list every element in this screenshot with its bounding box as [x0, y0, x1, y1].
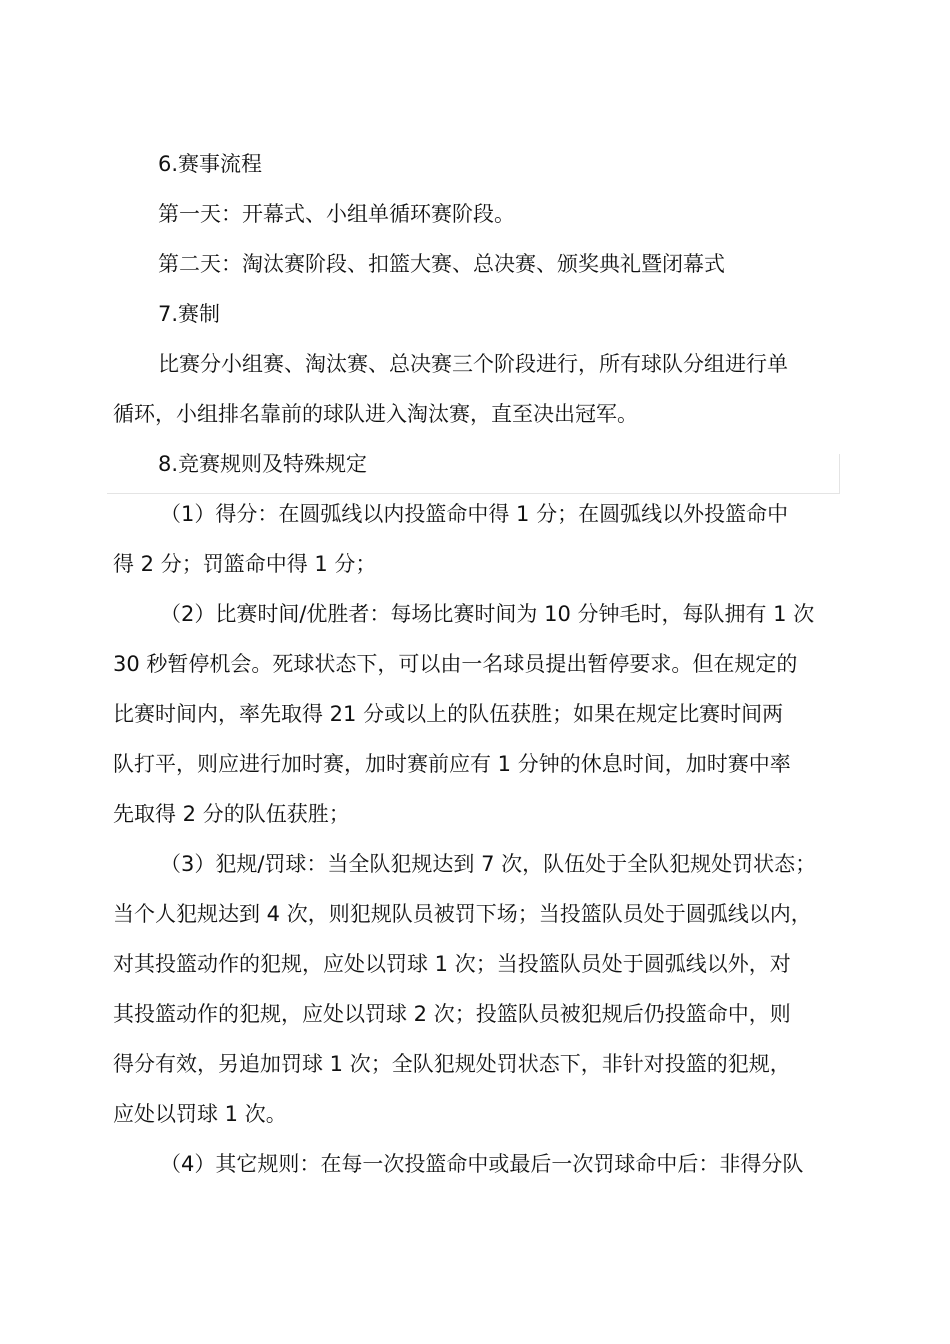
faint-table-border	[839, 454, 840, 494]
section-heading-7: 7.赛制	[158, 302, 221, 326]
schedule-day-2: 第二天：淘汰赛阶段、扣篮大赛、总决赛、颁奖典礼暨闭幕式	[158, 252, 725, 276]
rule-4-line: （4）其它规则：在每一次投篮命中或最后一次罚球命中后：非得分队	[160, 1152, 804, 1176]
section-heading-6: 6.赛事流程	[158, 152, 263, 176]
rule-2-line: 队打平，则应进行加时赛，加时赛前应有 1 分钟的休息时间，加时赛中率	[113, 752, 791, 776]
rule-3-line: 其投篮动作的犯规，应处以罚球 2 次；投篮队员被犯规后仍投篮命中，则	[113, 1002, 791, 1026]
format-paragraph-line: 比赛分小组赛、淘汰赛、总决赛三个阶段进行，所有球队分组进行单	[158, 352, 788, 376]
rule-2-line: 30 秒暂停机会。死球状态下，可以由一名球员提出暂停要求。但在规定的	[113, 652, 798, 676]
rule-3-line: 当个人犯规达到 4 次，则犯规队员被罚下场；当投篮队员处于圆弧线以内，	[113, 902, 812, 926]
rule-1-line: （1）得分：在圆弧线以内投篮命中得 1 分；在圆弧线以外投篮命中	[160, 502, 789, 526]
rule-2-line: 先取得 2 分的队伍获胜；	[113, 802, 350, 826]
format-paragraph-line: 循环，小组排名靠前的球队进入淘汰赛，直至决出冠军。	[113, 402, 638, 426]
rule-3-line: 对其投篮动作的犯规，应处以罚球 1 次；当投篮队员处于圆弧线以外，对	[113, 952, 791, 976]
rule-3-line: 得分有效，另追加罚球 1 次；全队犯规处罚状态下，非针对投篮的犯规，	[113, 1052, 791, 1076]
rule-1-line: 得 2 分；罚篮命中得 1 分；	[113, 552, 377, 576]
faint-table-border	[107, 493, 840, 494]
rule-2-line: 比赛时间内，率先取得 21 分或以上的队伍获胜；如果在规定比赛时间两	[113, 702, 784, 726]
rule-3-line: 应处以罚球 1 次。	[113, 1102, 287, 1126]
rule-3-line: （3）犯规/罚球：当全队犯规达到 7 次，队伍处于全队犯规处罚状态；	[160, 852, 817, 876]
schedule-day-1: 第一天：开幕式、小组单循环赛阶段。	[158, 202, 515, 226]
section-heading-8: 8.竞赛规则及特殊规定	[158, 452, 368, 476]
rule-2-line: （2）比赛时间/优胜者：每场比赛时间为 10 分钟毛时，每队拥有 1 次	[160, 602, 815, 626]
